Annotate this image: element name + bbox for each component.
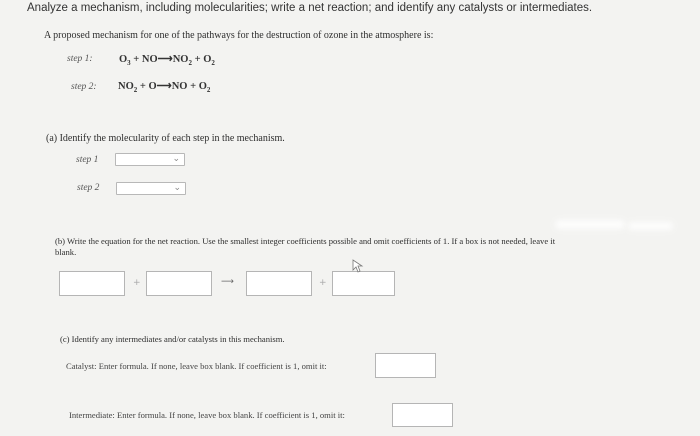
- step-1-o2-sub: 2: [211, 59, 215, 68]
- plus-sign: +: [133, 278, 141, 288]
- screen-glare: [555, 220, 625, 229]
- part-b-question: (b) Write the equation for the net reaction. Use the smallest integer coefficients possible and omit coefficients of 1. If a box is not needed, leave it: [55, 236, 556, 246]
- part-c-question: (c) Identify any intermediates and/or catalysts in this mechanism.: [60, 334, 285, 344]
- net-reactant-2-box[interactable]: [146, 271, 212, 296]
- chevron-down-icon: ⌄: [173, 183, 181, 193]
- part-a-question: (a) Identify the molecularity of each step in the mechanism.: [46, 133, 285, 144]
- step-1-equation: [119, 53, 215, 67]
- step-2-molecularity-select[interactable]: [116, 182, 186, 195]
- mouse-cursor-icon: [352, 259, 364, 273]
- step-1-molecularity-select[interactable]: [115, 153, 185, 166]
- step-2-o2-sub: 2: [206, 86, 211, 95]
- part-b-question-cont: blank.: [55, 247, 77, 257]
- step-2-label: step 2:: [71, 82, 97, 92]
- catalyst-box[interactable]: [375, 353, 436, 378]
- net-product-1-box[interactable]: [246, 271, 312, 296]
- part-a-step-2-label: step 2: [77, 183, 100, 193]
- step-1-product: NO: [172, 54, 189, 65]
- step-1-arrow: ⟶: [157, 54, 173, 65]
- part-a-step-1-label: step 1: [76, 155, 99, 165]
- step-2-reactant-sub: 2: [133, 86, 138, 95]
- step-1-reactant-sub: 3: [127, 59, 131, 68]
- step-1-label: step 1:: [67, 54, 93, 64]
- header-instruction: Analyze a mechanism, including molecularities; write a net reaction; and identify any catalysts or intermediates.: [27, 2, 593, 14]
- step-2-plus-o2: + O: [187, 81, 207, 92]
- step-1-reactant: O: [119, 54, 128, 65]
- net-product-2-box[interactable]: [332, 271, 395, 296]
- step-2-arrow: ⟶: [156, 81, 172, 92]
- intro-text: A proposed mechanism for one of the pathways for the destruction of ozone in the atmosphere is:: [44, 30, 434, 41]
- net-reactant-1-box[interactable]: [59, 271, 125, 296]
- step-2-plus-o: + O: [137, 81, 157, 92]
- chevron-down-icon: ⌄: [172, 154, 180, 164]
- step-1-product-sub: 2: [188, 59, 192, 68]
- step-2-reactant: NO: [118, 81, 134, 92]
- catalyst-prompt: Catalyst: Enter formula. If none, leave box blank. If coefficient is 1, omit it:: [66, 361, 327, 371]
- screen-glare: [628, 222, 673, 230]
- intermediate-box[interactable]: [392, 403, 453, 427]
- step-1-plus-no: + NO: [130, 54, 158, 65]
- plus-sign: +: [319, 278, 327, 288]
- step-2-product: NO: [171, 81, 188, 92]
- step-2-equation: [118, 80, 210, 94]
- intermediate-prompt: Intermediate: Enter formula. If none, leave box blank. If coefficient is 1, omit it:: [69, 410, 345, 420]
- step-1-plus-o: + O: [191, 54, 212, 65]
- reaction-arrow: ⟶: [221, 277, 234, 287]
